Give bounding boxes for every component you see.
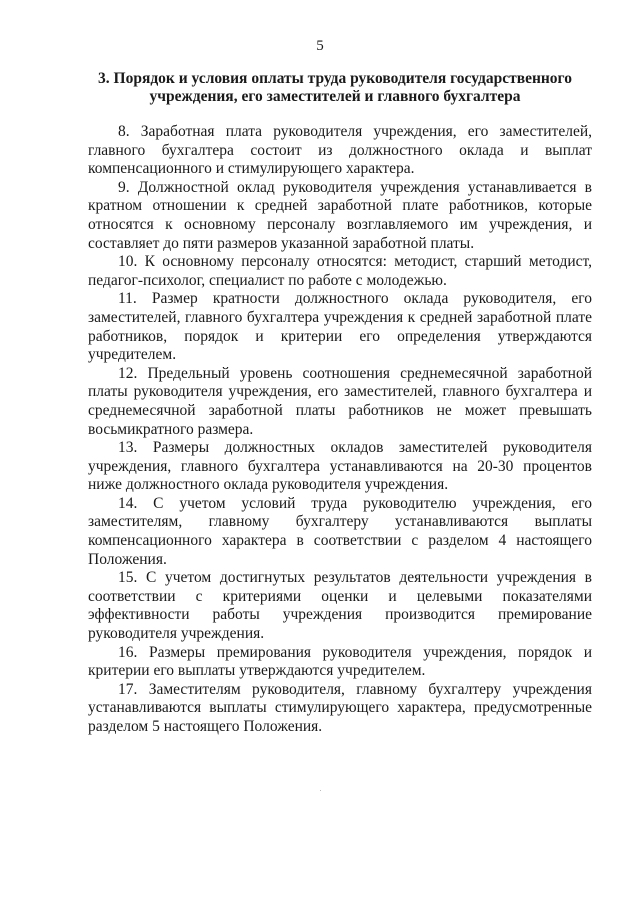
paragraph-13: 13. Размеры должностных окладов заместителей руководителя учреждения, главного бухгалтера устанавливаются на 20-30 процентов ниже должностного оклада руководителя учреждения. xyxy=(88,439,592,494)
page-number: 5 xyxy=(316,38,324,54)
paragraph-14: 14. С учетом условий труда руководителю учреждения, его заместителям, главному бухгалтеру устанавливаются выплаты компенсационного характера в соответствии с разделом 4 настоящего Положения. xyxy=(88,494,592,568)
paragraph-11: 11. Размер кратности должностного оклада руководителя, его заместителей, главного бухгалтера учреждения к средней заработной плате работников, порядок и критерии его определения утверждаются учредителем. xyxy=(88,290,592,364)
paragraph-10: 10. К основному персоналу относятся: методист, старший методист, педагог-психолог, специалист по работе с молодежью. xyxy=(88,253,592,289)
paragraph-12: 12. Предельный уровень соотношения среднемесячной заработной платы руководителя учреждения, его заместителей, главного бухгалтера и среднемесячной заработной платы работников не может превышать восьмикратного размера. xyxy=(88,364,592,438)
section-heading-line-2: учреждения, его заместителей и главного бухгалтера xyxy=(149,88,521,105)
paragraph-15: 15. С учетом достигнутых результатов деятельности учреждения в соответствии с критериями оценки и целевыми показателями эффективности работы учреждения производится премирование руководителя учреждения. xyxy=(88,569,592,643)
scan-speck xyxy=(320,790,321,791)
paragraph-9: 9. Должностной оклад руководителя учреждения устанавливается в кратном отношении к средней заработной плате работников, которые относятся к основному персоналу возглавляемого им учреждения, и составляет до пяти размеров указанной заработной платы. xyxy=(88,178,592,252)
document-body xyxy=(88,123,592,737)
section-heading-line-1: 3. Порядок и условия оплаты труда руководителя государственного xyxy=(98,70,572,87)
section-heading xyxy=(90,70,580,106)
paragraph-17: 17. Заместителям руководителя, главному бухгалтеру учреждения устанавливаются выплаты стимулирующего характера, предусмотренные разделом 5 настоящего Положения. xyxy=(88,680,592,735)
paragraph-16: 16. Размеры премирования руководителя учреждения, порядок и критерии его выплаты утверждаются учредителем. xyxy=(88,643,592,680)
paragraph-8: 8. Заработная плата руководителя учреждения, его заместителей, главного бухгалтера состоит из должностного оклада и выплат компенсационного и стимулирующего характера. xyxy=(88,123,592,178)
